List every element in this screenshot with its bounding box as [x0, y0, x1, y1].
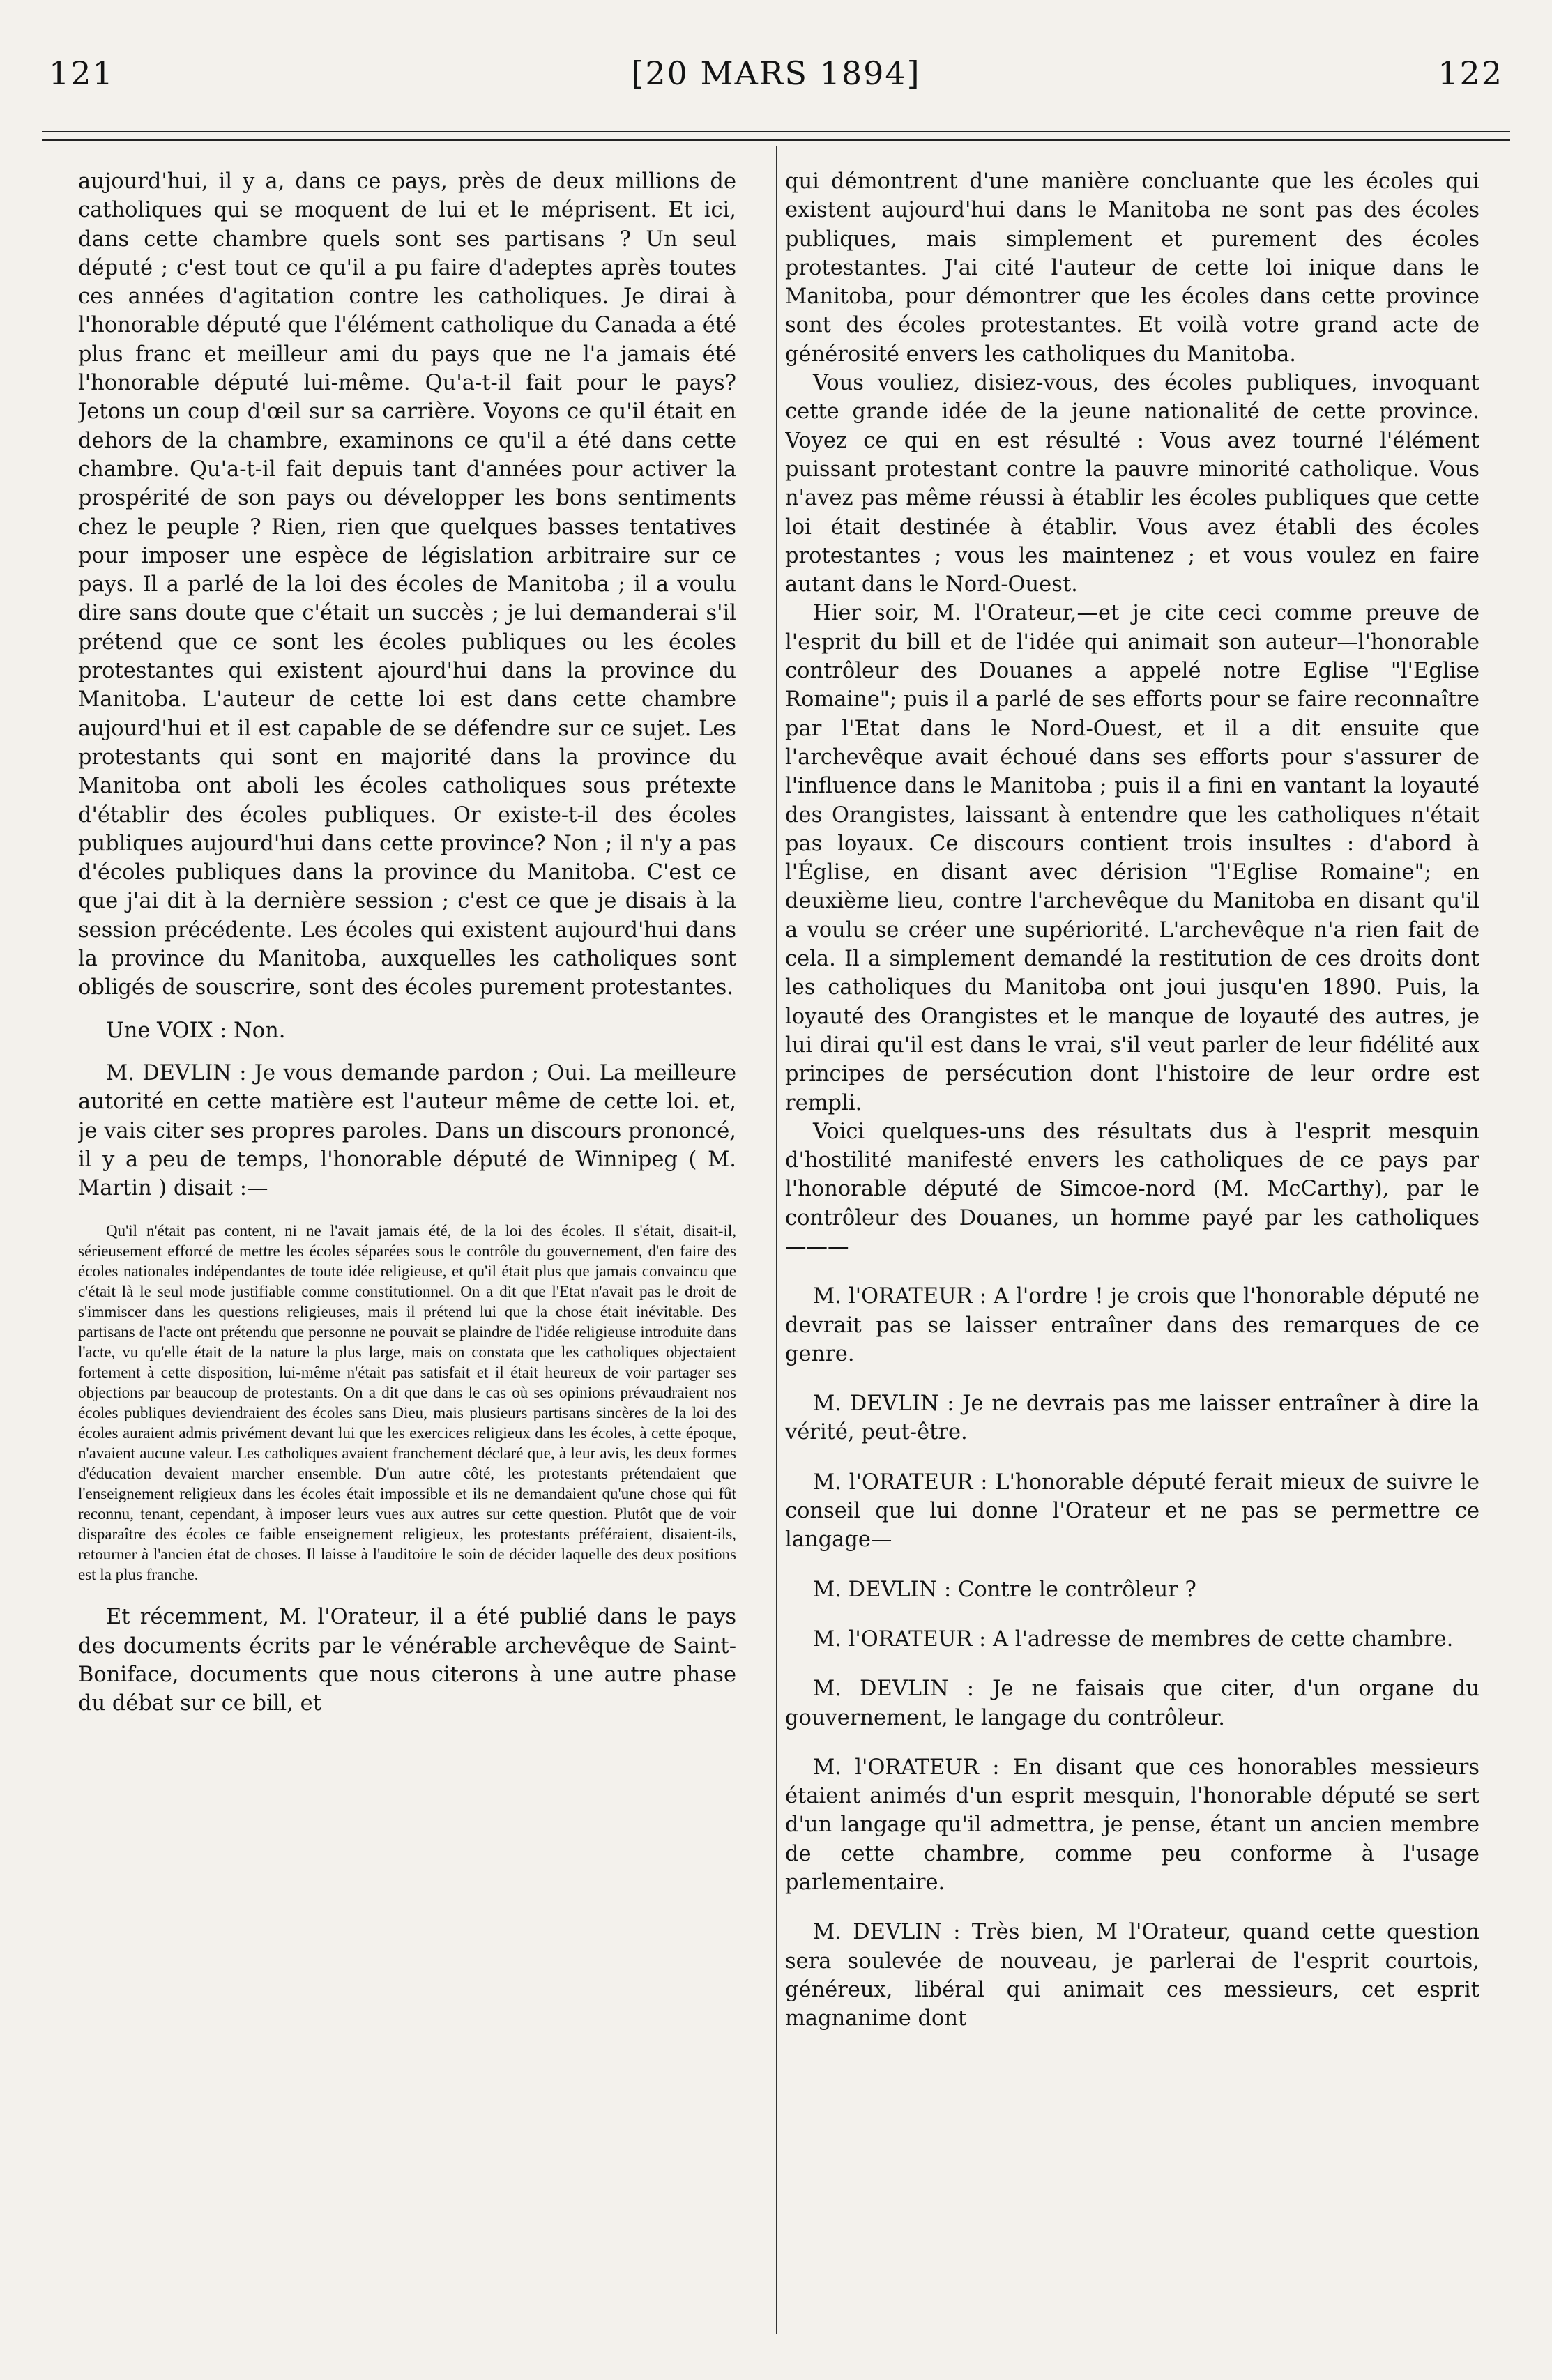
header-rule-top — [42, 131, 1510, 132]
speaker-turn: M. DEVLIN : Je ne devrais pas me laisser entraîner à dire la vérité, peut-être. — [785, 1391, 1479, 1445]
header-rule-bottom — [42, 139, 1510, 141]
paragraph: Une VOIX : Non. — [106, 1018, 286, 1043]
speaker-turn: M. DEVLIN : Très bien, M l'Orateur, quand cette question sera soulevée de nouveau, je parlerai de l'esprit courtois, généreux, libéral qui animait ces messieurs, cet esprit magnanime dont — [785, 1920, 1479, 2031]
paragraph: Et récemment, M. l'Orateur, il a été publié dans le pays des documents écrits par le vénérable archevêque de Saint-Boniface, documents que nous citerons à une autre phase du débat sur ce bill, et — [78, 1605, 736, 1716]
page-number-right: 122 — [1438, 54, 1503, 92]
speaker-turn: M. DEVLIN : Contre le contrôleur ? — [813, 1577, 1196, 1602]
quoted-speech: Qu'il n'était pas content, ni ne l'avait jamais été, de la loi des écoles. Il s'était, disait-il, sérieusement efforcé de mettre les écoles séparées sous le contrôle du gouvernement, d'en faire des écoles nationales indépendantes de toute idée religieuse, et qu'il était plus que jamais convaincu que c'était là le seul mode justifiable comme constitutionnel. On a dit que l'Etat n'avait pas le droit de s'immiscer dans les questions religieuses, mais il prétend lui que la chose était inévitable. Des partisans de l'acte ont prétendu que personne ne pouvait se plaindre de l'idée religieuse introduite dans l'acte, vu qu'elle était de la nature la plus large, mais on constata que les catholiques objectaient fortement à cette disposition, lui-même n'était pas satisfait et il était heureux de voir partager ses objections par beaucoup de protestants. On a dit que dans le cas où ses opinions prévaudraient nos écoles publiques deviendraient des écoles sans Dieu, mais plusieurs partisans sincères de la loi des écoles auraient admis privément devant lui que les exercices religieux dans les écoles, à cette époque, n'avaient aucune valeur. Les catholiques avaient franchement déclaré que, à leur avis, les deux formes d'éducation devaient marcher ensemble. D'un autre côté, les protestants prétendaient que l'enseignement religieux dans les écoles était impossible et ils ne demandaient qu'une chose qui fût reconnu, tenant, cependant, à imposer leurs vues aux autres sur cette question. Plutôt que de voir disparaître des écoles ce faible enseignement religieux, les protestants préféraient, disaient-ils, retourner à l'ancien état de choses. Il laisse à l'auditoire le soin de décider laquelle des deux positions est la plus franche. — [78, 1222, 736, 1584]
paragraph: qui démontrent d'une manière concluante que les écoles qui existent aujourd'hui dans le Manitoba ne sont pas des écoles publiques, mais simplement et purement des écoles protestantes. J'ai cité l'auteur de cette loi inique dans le Manitoba, pour démontrer que les écoles dans cette province sont des écoles protestantes. Et voilà votre grand acte de générosité envers les catholiques du Manitoba. — [785, 169, 1479, 367]
paragraph: Vous vouliez, disiez-vous, des écoles publiques, invoquant cette grande idée de la jeune nationalité de cette province. Voyez ce qui en est résulté : Vous avez tourné l'élément puissant protestant contre la pauvre minorité catholique. Vous n'avez pas même réussi à établir les écoles publiques que cette loi était destinée à établir. Vous avez établi des écoles protestantes ; vous les maintenez ; et vous voulez en faire autant dans le Nord-Ouest. — [785, 371, 1479, 597]
page-date: [20 MARS 1894] — [631, 54, 921, 92]
page-number-left: 121 — [49, 54, 114, 92]
speaker-turn: M. l'ORATEUR : A l'ordre ! je crois que l'honorable député ne devrait pas se laisser entraîner dans des remarques de ce genre. — [785, 1284, 1479, 1366]
column-divider — [776, 146, 777, 2334]
page-header — [49, 54, 1503, 103]
speaker-turn: M. l'ORATEUR : A l'adresse de membres de cette chambre. — [813, 1626, 1454, 1651]
paragraph: M. DEVLIN : Je vous demande pardon ; Oui. La meilleure autorité en cette matière est l'auteur même de cette loi. et, je vais citer ses propres paroles. Dans un discours prononcé, il y a peu de temps, l'honorable député de Winnipeg ( M. Martin ) disait :— — [78, 1060, 736, 1201]
speaker-turn: M. l'ORATEUR : L'honorable député ferait mieux de suivre le conseil que lui donne l'Orateur et ne pas se permettre ce langage— — [785, 1470, 1479, 1553]
paragraph: Voici quelques-uns des résultats dus à l'esprit mesquin d'hostilité manifesté envers les catholiques de ce pays par l'honorable député de Simcoe-nord (M. McCarthy), par le contrôleur des Douanes, un homme payé par les catholiques——— — [785, 1119, 1479, 1259]
speaker-turn: M. DEVLIN : Je ne faisais que citer, d'un organe du gouvernement, le langage du contrôleur. — [785, 1677, 1479, 1730]
speaker-turn: M. l'ORATEUR : En disant que ces honorables messieurs étaient animés d'un esprit mesquin, l'honorable député se sert d'un langage qu'il admettra, je pense, étant un ancien membre de cette chambre, comme peu conforme à l'usage parlementaire. — [785, 1755, 1479, 1895]
left-column — [78, 167, 736, 2338]
right-column — [785, 167, 1479, 2338]
paragraph: aujourd'hui, il y a, dans ce pays, près de deux millions de catholiques qui se moquent de lui et le méprisent. Et ici, dans cette chambre quels sont ses partisans ? Un seul député ; c'est tout ce qu'il a pu faire d'adeptes après toutes ces années d'agitation contre les catholiques. Je dirai à l'honorable député que l'élément catholique du Canada a été plus franc et meilleur ami du pays que ne l'a jamais été l'honorable député lui-même. Qu'a-t-il fait pour le pays? Jetons un coup d'œil sur sa carrière. Voyons ce qu'il était en dehors de la chambre, examinons ce qu'il a été dans cette chambre. Qu'a-t-il fait depuis tant d'années pour activer la prospérité de son pays ou développer les bons sentiments chez le peuple ? Rien, rien que quelques basses tentatives pour imposer une espèce de législation arbitraire sur ce pays. Il a parlé de la loi des écoles de Manitoba ; il a voulu dire sans doute que c'était un succès ; je lui demanderai s'il prétend que ce sont les écoles publiques ou les écoles protestantes qui existent ajourd'hui dans la province du Manitoba. L'auteur de cette loi est dans cette chambre aujourd'hui et il est capable de se défendre sur ce sujet. Les protestants qui sont en majorité dans la province du Manitoba ont aboli les écoles catholiques sous prétexte d'établir des écoles publiques. Or existe-t-il des écoles publiques aujourd'hui dans cette province? Non ; il n'y a pas d'écoles publiques dans la province du Manitoba. C'est ce que j'ai dit à la dernière session ; c'est ce que je disais à la session précédente. Les écoles qui existent aujourd'hui dans la province du Manitoba, auxquelles les catholiques sont obligés de souscrire, sont des écoles purement protestantes. — [78, 169, 736, 1000]
paragraph: Hier soir, M. l'Orateur,—et je cite ceci comme preuve de l'esprit du bill et de l'idée qui animait son auteur—l'honorable contrôleur des Douanes a appelé notre Eglise "l'Eglise Romaine"; puis il a parlé de ses efforts pour se faire reconnaître par l'Etat dans le Nord-Ouest, et il a dit ensuite que l'archevêque avait échoué dans ses efforts pour s'assurer de l'influence dans le Manitoba ; puis il a fini en vantant la loyauté des Orangistes, laissant à entendre que les catholiques n'était pas loyaux. Ce discours contient trois insultes : d'abord à l'Église, en disant avec dérision "l'Eglise Romaine"; en deuxième lieu, contre l'archevêque du Manitoba en disant qu'il a voulu se créer une supériorité. L'archevêque n'a rien fait de cela. Il a simplement demandé la restitution de ces droits dont les catholiques du Manitoba ont joui jusqu'en 1890. Puis, la loyauté des Orangistes et le manque de loyauté des autres, je lui dirai qu'il est dans le vrai, s'il veut parler de leur fidélité aux principes de persécution dont l'histoire de leur ordre est rempli. — [785, 601, 1479, 1115]
